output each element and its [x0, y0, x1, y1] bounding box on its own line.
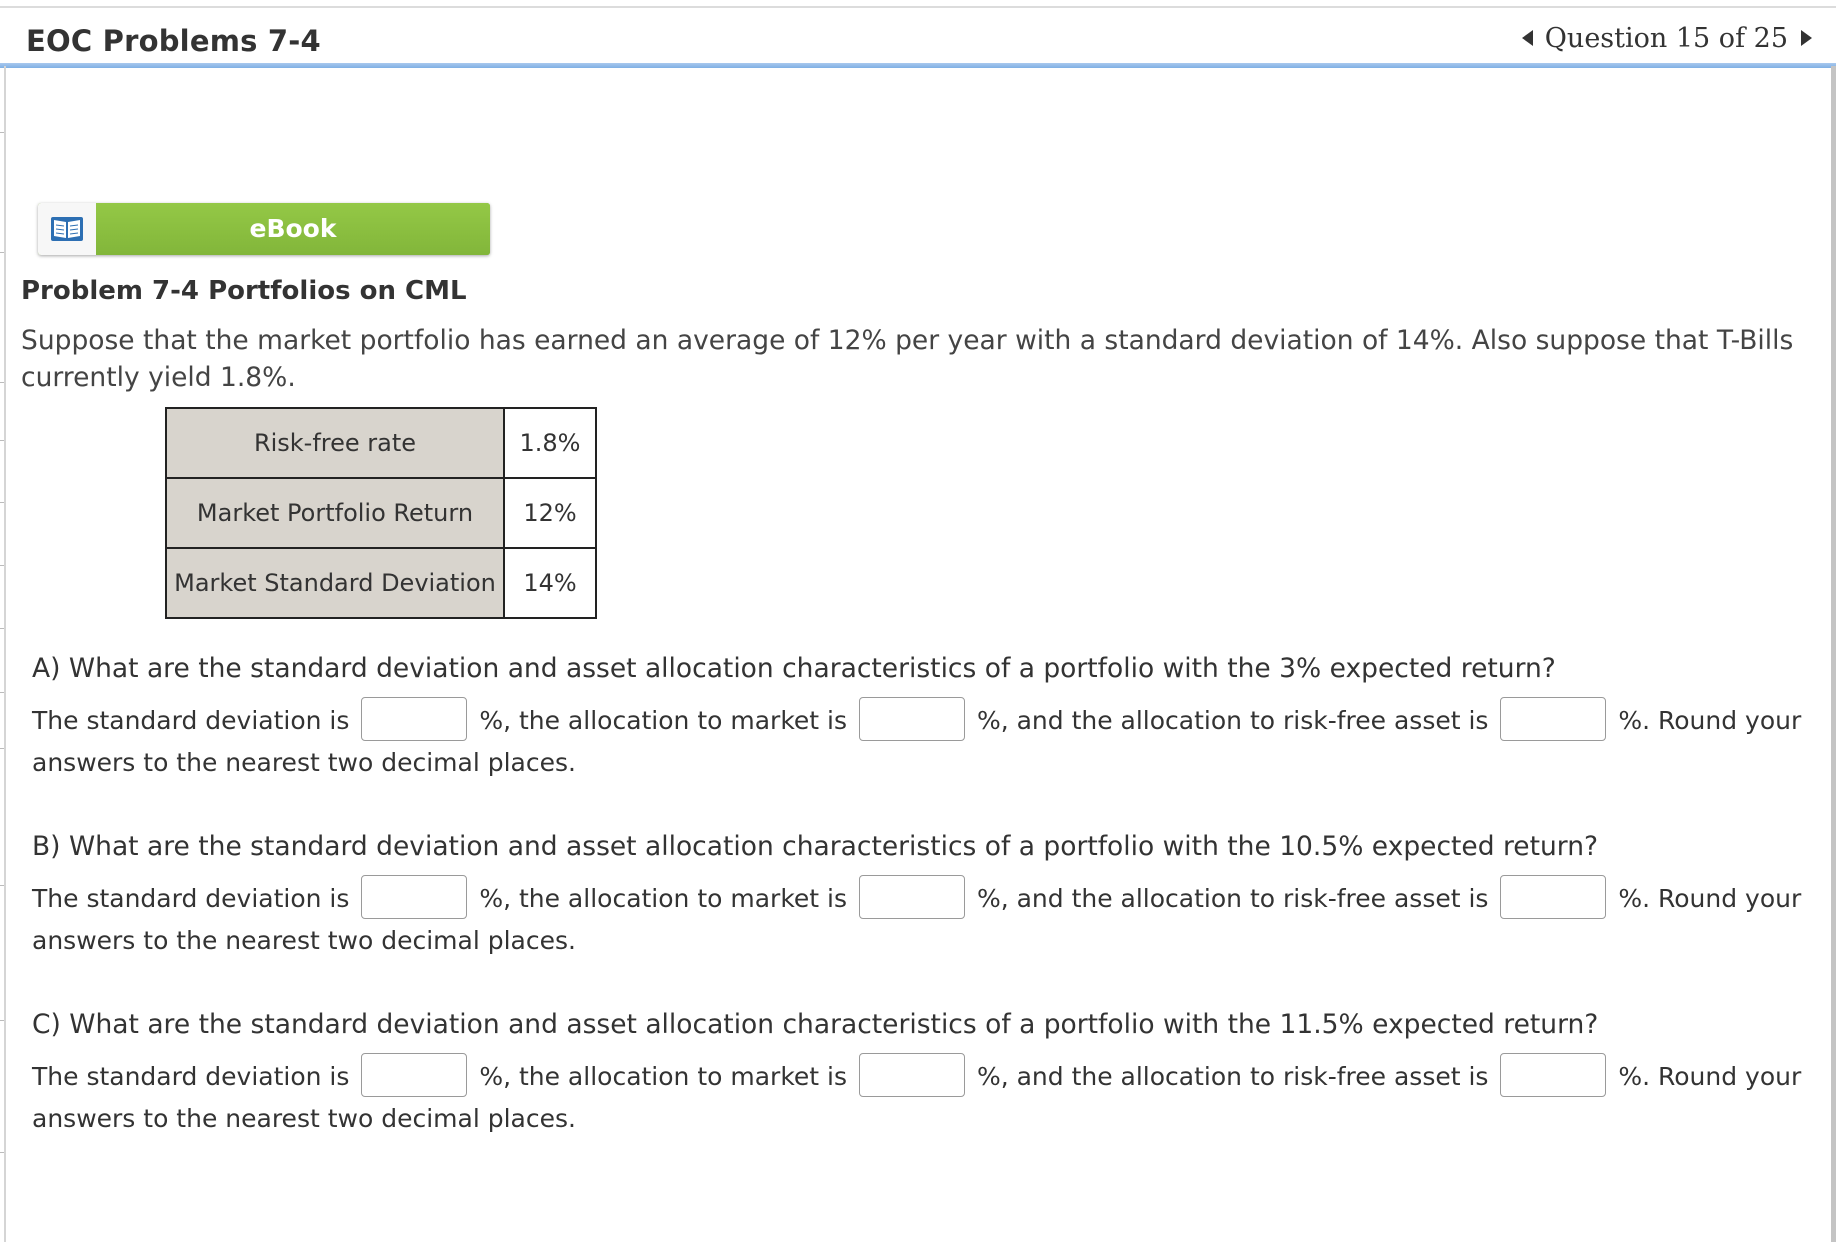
- answer-text: %, and the allocation to risk-free asset is: [976, 706, 1489, 735]
- risk-free-allocation-input[interactable]: [1500, 875, 1606, 919]
- question-prompt: B) What are the standard deviation and asset allocation characteristics of a portfolio with the 10.5% expected return?: [32, 831, 1599, 862]
- given-data-table: [165, 407, 597, 619]
- edge-tick: [0, 1152, 4, 1153]
- edge-tick: [0, 885, 4, 886]
- edge-tick: [0, 440, 4, 441]
- prev-question-icon[interactable]: [1522, 30, 1533, 46]
- edge-tick: [0, 628, 4, 629]
- answer-text: The standard deviation is: [32, 706, 350, 735]
- question-b: [32, 829, 1822, 960]
- next-question-icon[interactable]: [1801, 30, 1812, 46]
- answer-text: %, and the allocation to risk-free asset is: [976, 1062, 1489, 1091]
- answer-sentence: [32, 878, 1822, 960]
- market-allocation-input[interactable]: [859, 875, 965, 919]
- edge-tick: [0, 565, 4, 566]
- problem-statement: Suppose that the market portfolio has earned an average of 12% per year with a standard deviation of 14%. Also suppose that T-Bills currently yield 1.8%.: [21, 325, 1794, 393]
- question-counter: Question 15 of 25: [1544, 22, 1788, 54]
- right-scroll-edge: [1831, 66, 1836, 1242]
- table-value-cell: 1.8%: [504, 408, 596, 478]
- answer-text: %. Round your answers to the nearest two decimal places.: [32, 884, 1802, 955]
- risk-free-allocation-input[interactable]: [1500, 697, 1606, 741]
- table-label-cell: Risk-free rate: [166, 408, 504, 478]
- question-c: [32, 1007, 1822, 1138]
- answer-sentence: [32, 1056, 1822, 1138]
- table-value-cell: 14%: [504, 548, 596, 618]
- table-row: [166, 478, 596, 548]
- edge-tick: [0, 1020, 4, 1021]
- market-allocation-input[interactable]: [859, 697, 965, 741]
- edge-tick: [0, 502, 4, 503]
- std-dev-input[interactable]: [361, 875, 467, 919]
- table-label-cell: Market Standard Deviation: [166, 548, 504, 618]
- edge-tick: [0, 692, 4, 693]
- answer-text: %, and the allocation to risk-free asset is: [976, 884, 1489, 913]
- answer-text: %. Round your answers to the nearest two decimal places.: [32, 1062, 1802, 1133]
- table-row: [166, 548, 596, 618]
- answer-text: The standard deviation is: [32, 884, 350, 913]
- answer-text: %, the allocation to market is: [479, 884, 848, 913]
- question-navigator: [1522, 22, 1812, 54]
- ebook-label: eBook: [96, 203, 490, 255]
- answer-text: The standard deviation is: [32, 1062, 350, 1091]
- assignment-title: EOC Problems 7-4: [26, 24, 321, 58]
- question-a: [32, 651, 1822, 782]
- open-book-icon: [50, 215, 84, 243]
- answer-text: %, the allocation to market is: [479, 1062, 848, 1091]
- edge-tick: [0, 132, 4, 133]
- risk-free-allocation-input[interactable]: [1500, 1053, 1606, 1097]
- std-dev-input[interactable]: [361, 697, 467, 741]
- std-dev-input[interactable]: [361, 1053, 467, 1097]
- edge-tick: [0, 252, 4, 253]
- question-prompt: A) What are the standard deviation and asset allocation characteristics of a portfolio with the 3% expected return?: [32, 653, 1556, 684]
- edge-tick: [0, 382, 4, 383]
- answer-text: %, the allocation to market is: [479, 706, 848, 735]
- table-value-cell: 12%: [504, 478, 596, 548]
- edge-tick: [0, 748, 4, 749]
- ebook-button[interactable]: [38, 203, 490, 255]
- table-row: [166, 408, 596, 478]
- table-label-cell: Market Portfolio Return: [166, 478, 504, 548]
- answer-sentence: [32, 700, 1822, 782]
- ebook-icon-container: [38, 203, 97, 255]
- market-allocation-input[interactable]: [859, 1053, 965, 1097]
- header-accent-bar: [0, 63, 1836, 68]
- question-prompt: C) What are the standard deviation and asset allocation characteristics of a portfolio with the 11.5% expected return?: [32, 1009, 1599, 1040]
- left-border: [4, 66, 6, 1242]
- answer-text: %. Round your answers to the nearest two decimal places.: [32, 706, 1802, 777]
- header-bar: [6, 8, 1830, 66]
- problem-title: Problem 7-4 Portfolios on CML: [21, 276, 467, 306]
